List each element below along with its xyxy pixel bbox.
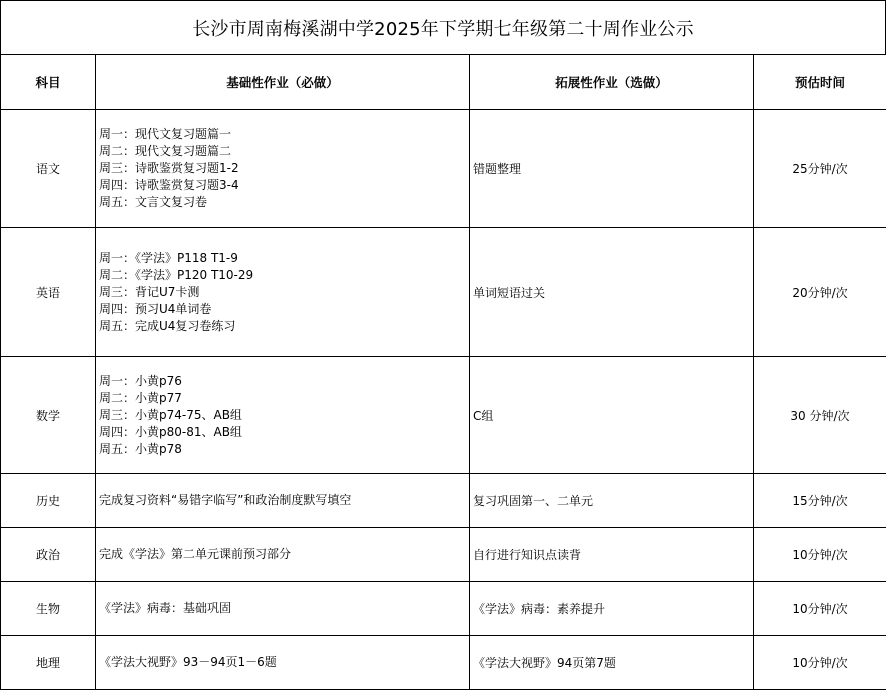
time-cell: 30 分钟/次 (754, 357, 886, 474)
basic-line: 《学法》病毒：基础巩固 (99, 600, 466, 617)
table-row (1, 474, 886, 528)
basic-line: 完成复习资料“易错字临写”和政治制度默写填空 (99, 492, 466, 509)
basic-line: 周一：现代文复习题篇一 (99, 126, 466, 143)
table-row (1, 582, 886, 636)
table-row (1, 228, 886, 357)
extended-cell: 单词短语过关 (470, 228, 754, 357)
basic-line: 完成《学法》第二单元课前预习部分 (99, 546, 466, 563)
header-time: 预估时间 (754, 55, 886, 110)
extended-cell: C组 (470, 357, 754, 474)
time-cell: 10分钟/次 (754, 636, 886, 690)
extended-cell: 复习巩固第一、二单元 (470, 474, 754, 528)
basic-line: 周一：《学法》P118 T1-9 (99, 250, 466, 267)
time-cell: 10分钟/次 (754, 528, 886, 582)
subject-cell: 生物 (1, 582, 96, 636)
basic-cell (96, 357, 470, 474)
basic-line: 周二：小黄p77 (99, 390, 466, 407)
basic-line: 周三：背记U7卡测 (99, 284, 466, 301)
extended-cell: 《学法》病毒：素养提升 (470, 582, 754, 636)
extended-cell: 《学法大视野》94页第7题 (470, 636, 754, 690)
time-cell: 15分钟/次 (754, 474, 886, 528)
time-cell: 10分钟/次 (754, 582, 886, 636)
basic-line: 周五：小黄p78 (99, 441, 466, 458)
basic-cell (96, 528, 470, 582)
basic-line: 周五：完成U4复习卷练习 (99, 318, 466, 335)
table-row (1, 110, 886, 228)
basic-line: 周五：文言文复习卷 (99, 194, 466, 211)
header-subject: 科目 (1, 55, 96, 110)
basic-line: 周四：小黄p80-81、AB组 (99, 424, 466, 441)
basic-line: 周三：诗歌鉴赏复习题1-2 (99, 160, 466, 177)
basic-line: 周一：小黄p76 (99, 373, 466, 390)
extended-cell: 自行进行知识点读背 (470, 528, 754, 582)
table-row (1, 636, 886, 690)
basic-cell (96, 474, 470, 528)
extended-cell: 错题整理 (470, 110, 754, 228)
header-basic: 基础性作业（必做） (96, 55, 470, 110)
subject-cell: 政治 (1, 528, 96, 582)
basic-cell (96, 636, 470, 690)
basic-line: 《学法大视野》93－94页1－6题 (99, 654, 466, 671)
table-row (1, 528, 886, 582)
basic-line: 周四：诗歌鉴赏复习题3-4 (99, 177, 466, 194)
subject-cell: 语文 (1, 110, 96, 228)
basic-line: 周四：预习U4单词卷 (99, 301, 466, 318)
basic-line: 周二：现代文复习题篇二 (99, 143, 466, 160)
subject-cell: 数学 (1, 357, 96, 474)
time-cell: 25分钟/次 (754, 110, 886, 228)
basic-line: 周三：小黄p74-75、AB组 (99, 407, 466, 424)
table-row (1, 357, 886, 474)
page-title: 长沙市周南梅溪湖中学2025年下学期七年级第二十周作业公示 (0, 0, 886, 55)
header-extended: 拓展性作业（选做） (470, 55, 754, 110)
basic-cell (96, 582, 470, 636)
basic-cell (96, 110, 470, 228)
homework-table (0, 54, 886, 690)
subject-cell: 地理 (1, 636, 96, 690)
time-cell: 20分钟/次 (754, 228, 886, 357)
basic-cell (96, 228, 470, 357)
table-header-row (1, 55, 886, 110)
basic-line: 周二：《学法》P120 T10-29 (99, 267, 466, 284)
subject-cell: 英语 (1, 228, 96, 357)
subject-cell: 历史 (1, 474, 96, 528)
